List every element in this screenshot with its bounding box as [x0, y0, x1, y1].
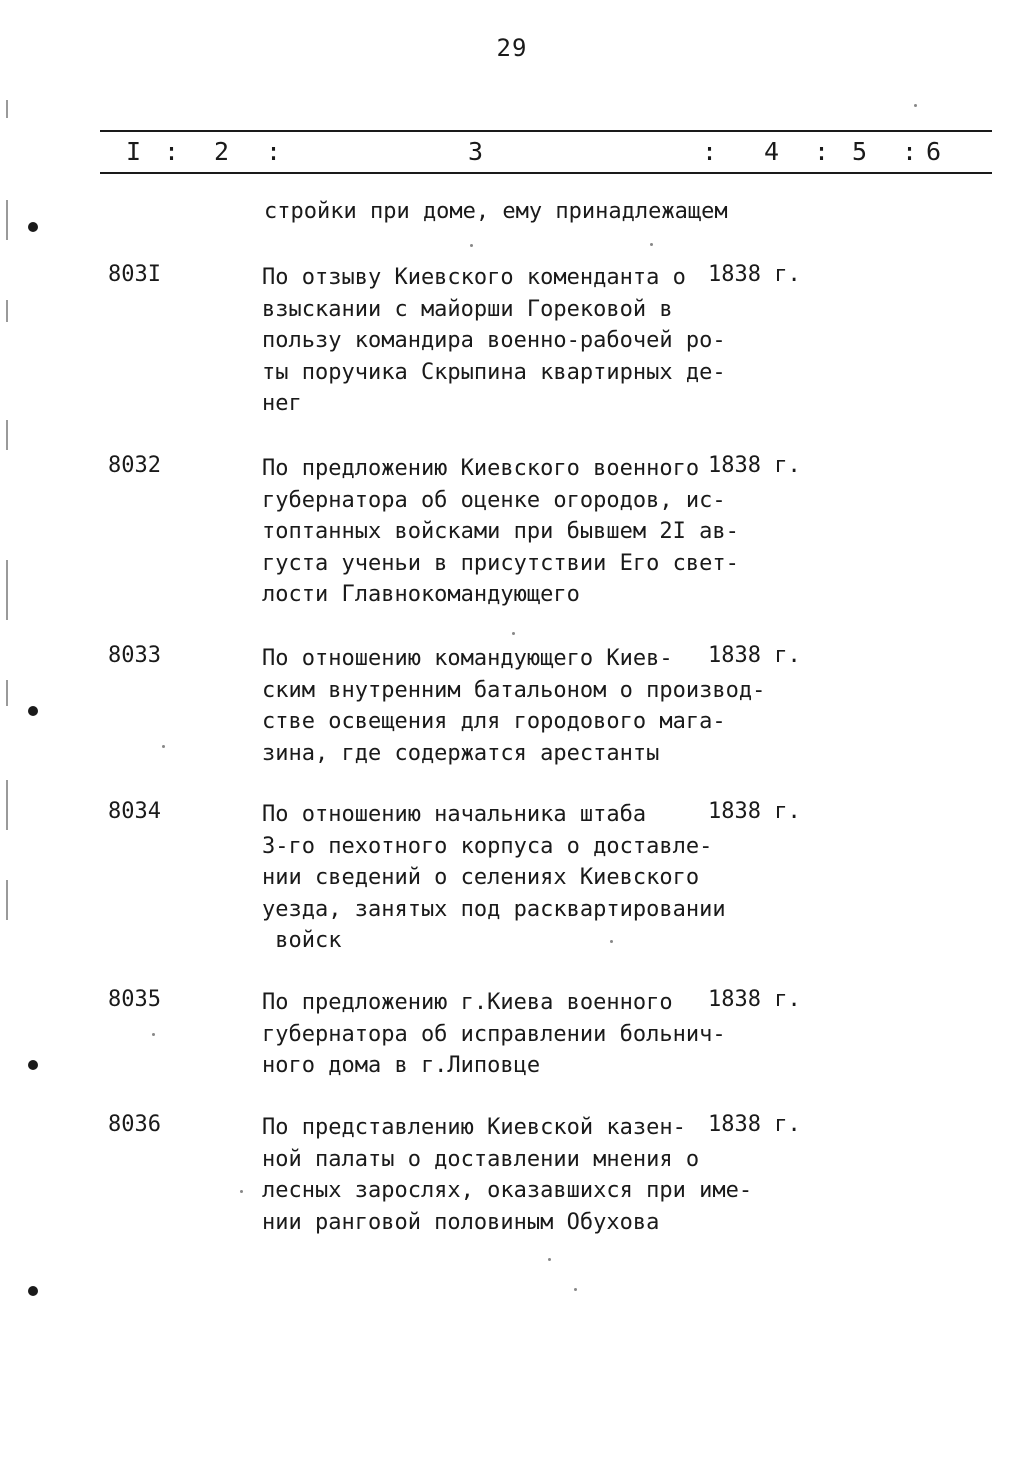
record-line: ной палаты о доставлении мнения о [262, 1146, 700, 1172]
record-line: пользу командира военно-рабочей ро- [262, 328, 726, 353]
scan-speck [512, 632, 515, 635]
record-number: 803I [108, 262, 161, 287]
record-line: 3-го пехотного корпуса о доставле- [262, 833, 713, 859]
column-header-2: 2 [214, 137, 230, 166]
record-line: зина, где содержатся арестанты [262, 740, 660, 766]
record-year: 1838 г. [708, 453, 801, 478]
record-line: ты поручика Скрыпина квартирных де- [262, 359, 726, 385]
margin-artifact [6, 560, 8, 620]
record-line: нии ранговой половиным Обухова [262, 1209, 660, 1235]
record-year: 1838 г. [708, 643, 801, 668]
record-year: 1838 г. [708, 987, 801, 1012]
record-line: нии сведений о селениях Киевского [262, 865, 700, 890]
binding-hole-mark [28, 1060, 38, 1070]
scan-speck [240, 1190, 243, 1193]
record-description [262, 799, 726, 957]
record-line: лесных зарослях, оказавшихся при име- [262, 1178, 753, 1203]
scan-speck [470, 244, 473, 247]
scan-speck [574, 1288, 577, 1291]
column-header-1: I [126, 137, 142, 166]
record-line: уезда, занятых под расквартировании [262, 896, 726, 922]
record-description [262, 1112, 752, 1238]
scan-speck [914, 104, 917, 107]
column-header-4: 4 [764, 137, 780, 166]
record-description [262, 262, 726, 420]
column-separator: : [164, 137, 180, 166]
column-separator: : [266, 137, 282, 166]
record-description [262, 453, 739, 611]
scan-speck [548, 1258, 551, 1261]
record-line: По предложению Киевского военного [262, 456, 700, 481]
continuation-text: стройки при доме, ему принадлежащем [264, 199, 728, 224]
record-number: 8035 [108, 987, 161, 1012]
column-header-3: 3 [468, 137, 484, 166]
record-line: По предложению г.Киева военного [262, 990, 673, 1015]
record-year: 1838 г. [708, 1112, 801, 1137]
record-line: губернатора об оценке огородов, ис- [262, 487, 726, 513]
record-line: ским внутренним батальоном о производ- [262, 677, 766, 703]
column-separator: : [702, 137, 718, 166]
record-line: нег [262, 391, 302, 416]
record-description [262, 987, 726, 1082]
record-line: взыскании с майорши Горековой в [262, 296, 673, 322]
margin-artifact [6, 780, 8, 830]
binding-hole-mark [28, 1286, 38, 1296]
record-line: ного дома в г.Липовце [262, 1053, 541, 1078]
column-header-5: 5 [852, 137, 868, 166]
record-line: По представлению Киевской казен- [262, 1115, 686, 1140]
record-number: 8033 [108, 643, 161, 668]
record-year: 1838 г. [708, 799, 801, 824]
record-line: По отзыву Киевского коменданта о [262, 265, 686, 290]
record-line: лости Главнокомандующего [262, 582, 580, 607]
page-number: 29 [496, 34, 528, 62]
header-bottom-rule [100, 172, 992, 174]
column-separator: : [814, 137, 830, 166]
margin-artifact [6, 100, 8, 118]
record-line: густа ученьи в присутствии Его свет- [262, 550, 739, 576]
record-number: 8032 [108, 453, 161, 478]
record-line: По отношению командующего Киев- [262, 646, 673, 671]
scan-speck [162, 745, 165, 748]
margin-artifact [6, 420, 8, 450]
margin-artifact [6, 880, 8, 920]
scan-speck [610, 940, 613, 943]
scan-speck [152, 1033, 155, 1036]
header-top-rule [100, 130, 992, 132]
record-line: войск [262, 928, 342, 953]
scan-speck [650, 243, 653, 246]
record-number: 8034 [108, 799, 161, 824]
record-number: 8036 [108, 1112, 161, 1137]
binding-hole-mark [28, 706, 38, 716]
margin-artifact [6, 680, 8, 706]
record-line: По отношению начальника штаба [262, 802, 647, 827]
binding-hole-mark [28, 222, 38, 232]
column-separator: : [902, 137, 918, 166]
record-description [262, 643, 765, 769]
margin-artifact [6, 300, 8, 322]
record-line: губернатора об исправлении больнич- [262, 1021, 726, 1047]
margin-artifact [6, 200, 8, 240]
record-year: 1838 г. [708, 262, 801, 287]
record-line: стве освещения для городового мага- [262, 709, 726, 734]
record-line: топтанных войсками при бывшем 2I ав- [262, 519, 739, 544]
column-header-6: 6 [926, 137, 942, 166]
